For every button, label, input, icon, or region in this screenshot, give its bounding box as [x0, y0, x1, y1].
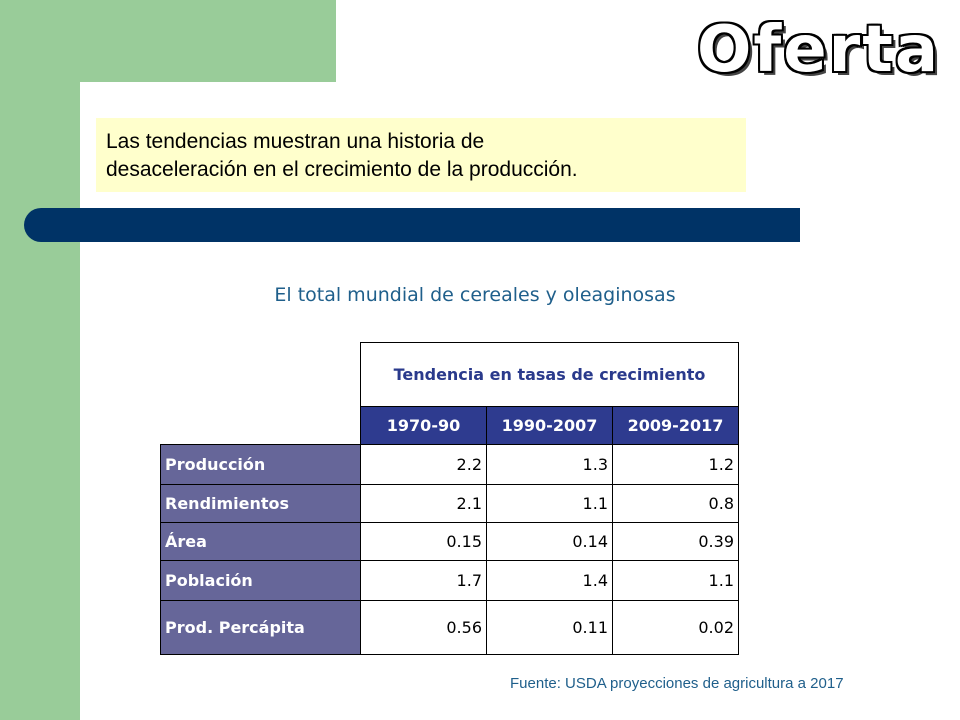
subtitle-box [96, 118, 746, 192]
table-corner-blank [161, 343, 361, 407]
table-cell: 1.7 [361, 561, 487, 601]
table-cell: 1.4 [487, 561, 613, 601]
green-left-band [0, 0, 80, 720]
table-row [161, 601, 739, 655]
table-cell: 0.15 [361, 523, 487, 561]
table-row [161, 561, 739, 601]
table-corner-blank [161, 407, 361, 445]
row-label: Prod. Percápita [161, 601, 361, 655]
growth-rate-table [160, 342, 739, 655]
table-row [161, 523, 739, 561]
table-cell: 0.14 [487, 523, 613, 561]
table-cell: 0.56 [361, 601, 487, 655]
table-cell: 0.11 [487, 601, 613, 655]
row-label: Población [161, 561, 361, 601]
source-note: Fuente: USDA proyecciones de agricultura a 2017 [510, 675, 844, 692]
subtitle-line-2: desaceleración en el crecimiento de la producción. [106, 158, 578, 181]
table-group-header: Tendencia en tasas de crecimiento [361, 343, 739, 407]
table-cell: 1.1 [487, 485, 613, 523]
table-cell: 2.2 [361, 445, 487, 485]
table-cell: 0.02 [613, 601, 739, 655]
table-cell: 1.1 [613, 561, 739, 601]
table-cell: 1.3 [487, 445, 613, 485]
slide-title: Oferta [697, 13, 940, 87]
table-row [161, 445, 739, 485]
subtitle-line-1: Las tendencias muestran una historia de [106, 130, 485, 153]
table-cell: 0.8 [613, 485, 739, 523]
row-label: Rendimientos [161, 485, 361, 523]
table-cell: 2.1 [361, 485, 487, 523]
table-cell: 1.2 [613, 445, 739, 485]
column-header: 1990-2007 [487, 407, 613, 445]
column-header: 2009-2017 [613, 407, 739, 445]
column-header: 1970-90 [361, 407, 487, 445]
row-label: Producción [161, 445, 361, 485]
table-caption: El total mundial de cereales y oleaginosas [274, 284, 676, 306]
row-label: Área [161, 523, 361, 561]
divider-bar [24, 208, 800, 242]
table-cell: 0.39 [613, 523, 739, 561]
table-row [161, 485, 739, 523]
